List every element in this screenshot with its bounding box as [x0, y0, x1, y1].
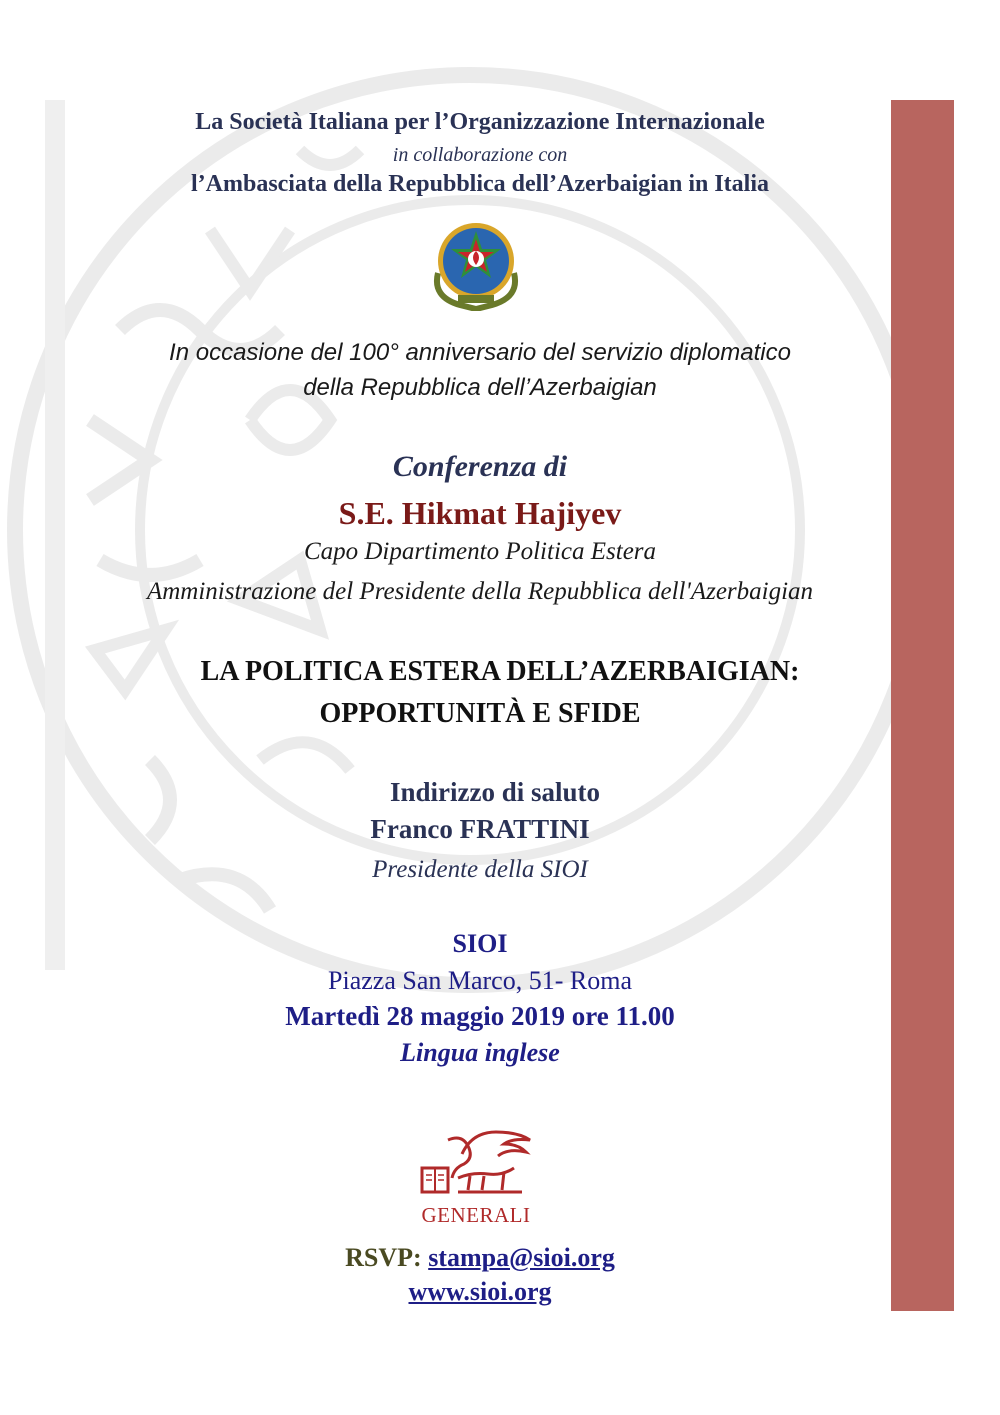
event-language: Lingua inglese — [400, 1038, 560, 1067]
greeting-role: Presidente della SIOI — [372, 856, 588, 883]
venue-address: Piazza San Marco, 51- Roma — [328, 966, 632, 995]
conference-intro: Conferenza di — [392, 450, 568, 483]
website-link[interactable]: www.sioi.org — [408, 1277, 552, 1306]
occasion-line-2: della Repubblica dell’Azerbaigian — [303, 374, 657, 401]
organizer-line: La Società Italiana per l’Organizzazione Internazionale — [195, 109, 765, 135]
azerbaijan-emblem-icon — [428, 215, 524, 311]
rsvp-email-link[interactable]: stampa@sioi.org — [428, 1243, 615, 1272]
rsvp-line — [0, 1243, 960, 1273]
event-datetime: Martedì 28 maggio 2019 ore 11.00 — [285, 1001, 675, 1031]
greeting-label: Indirizzo di saluto — [389, 777, 601, 807]
speaker-role-2: Amministrazione del Presidente della Repubblica dell'Azerbaigian — [146, 578, 814, 605]
collaboration-line: in collaborazione con — [392, 144, 568, 166]
venue-name: SIOI — [452, 929, 508, 958]
occasion-line-1: In occasione del 100° anniversario del servizio diplomatico — [169, 339, 791, 366]
website-line — [0, 1277, 960, 1307]
embassy-line: l’Ambasciata della Repubblica dell’Azerbaigian in Italia — [190, 171, 769, 197]
generali-lion-icon — [418, 1128, 534, 1198]
greeting-name: Franco FRATTINI — [370, 814, 590, 844]
speaker-role-1: Capo Dipartimento Politica Estera — [303, 538, 657, 565]
generali-wordmark: GENERALI — [421, 1203, 531, 1227]
topic-line-2: OPPORTUNITÀ E SFIDE — [319, 698, 641, 729]
speaker-name: S.E. Hikmat Hajiyev — [338, 495, 622, 531]
topic-line-1: LA POLITICA ESTERA DELL’AZERBAIGIAN: — [200, 656, 800, 687]
rsvp-label: RSVP: — [345, 1243, 422, 1272]
